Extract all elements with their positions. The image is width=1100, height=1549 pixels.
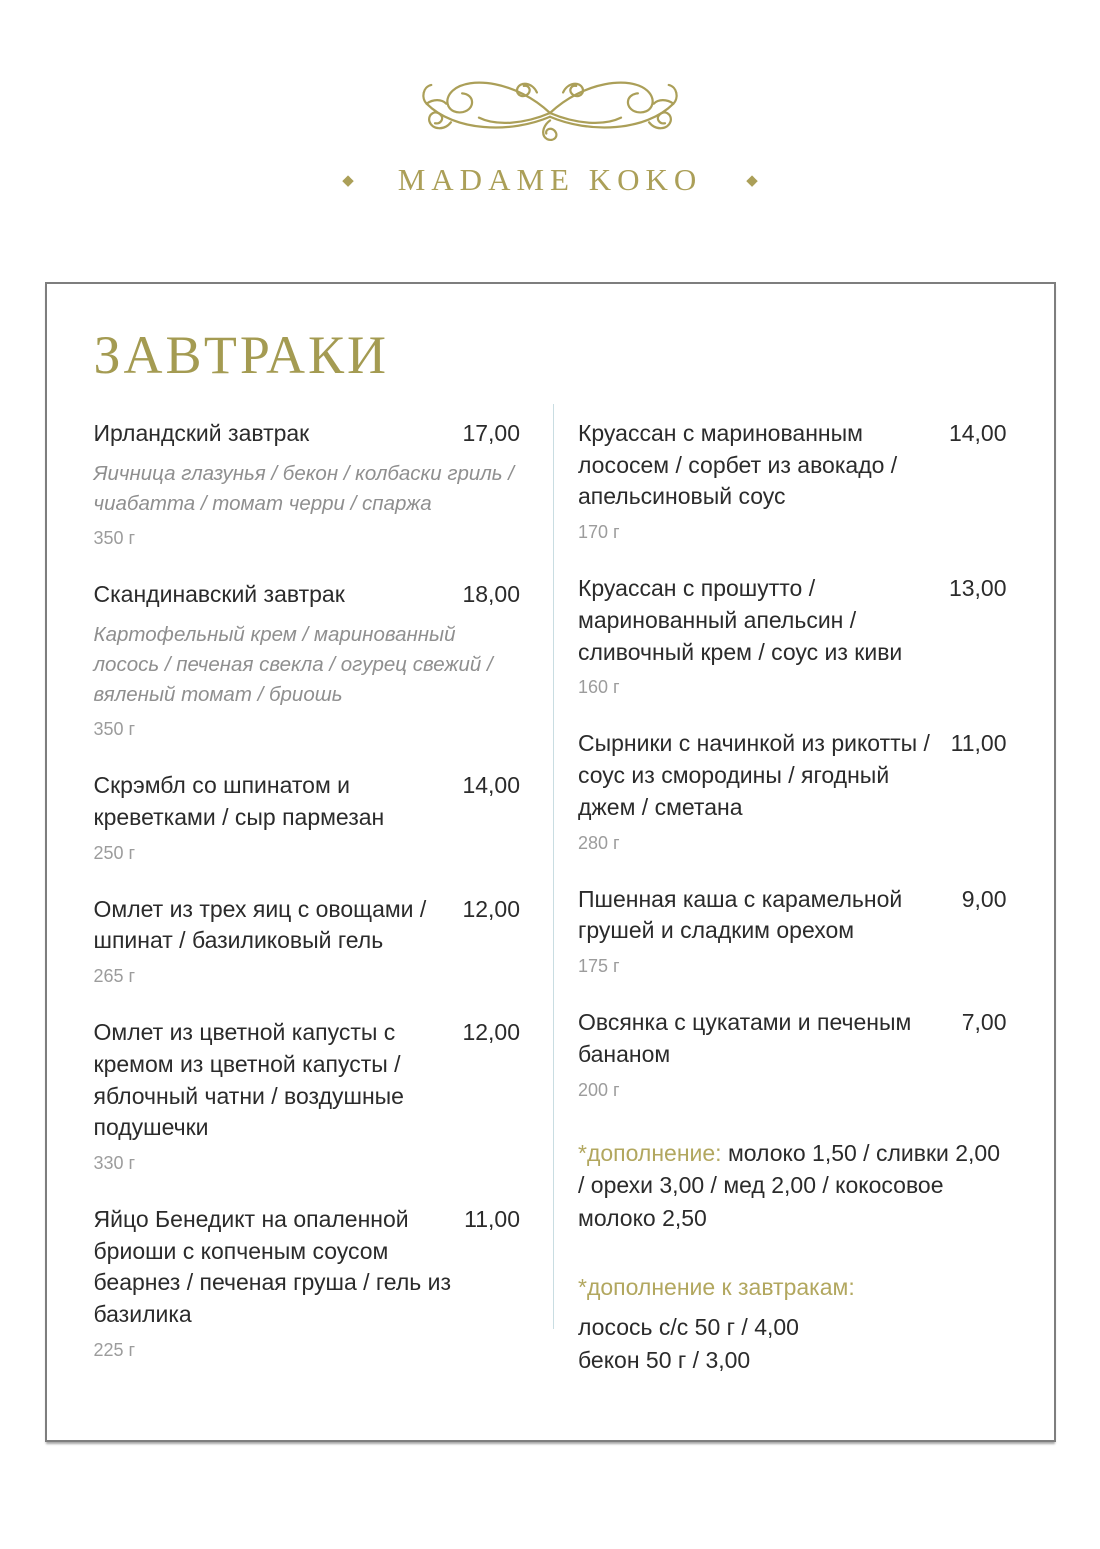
brand-name: MADAME KOKO [397, 162, 703, 197]
menu-card [45, 282, 1056, 1442]
menu-item-name: Яйцо Бенедикт на опаленной бриоши с копченым соусом беарнез / печеная груша / гель из базилика [93, 1205, 452, 1328]
menu-item-head [578, 884, 1007, 947]
menu-item-name: Омлет из цветной капусты с кремом из цветной капусты / яблочный чатни / воздушные подушечки [93, 1019, 404, 1141]
menu-note [578, 1271, 1007, 1377]
menu-item-weight: 160 г [578, 677, 620, 698]
menu-item-weight: 330 г [93, 1152, 136, 1173]
menu-note-label: *дополнение: [578, 1139, 722, 1166]
menu-item-name: Овсянка с цукатами и печеным бананом [578, 1009, 912, 1067]
menu-item [94, 894, 521, 987]
menu-item-name: Круассан с прошутто / маринованный апельсин / сливочный крем / соус из киви [578, 575, 903, 665]
menu-item-head [578, 1007, 1007, 1070]
menu-item-price: 13,00 [948, 575, 1007, 602]
menu-item-name: Омлет из трех яиц с овощами / шпинат / базиликовый гель [93, 895, 427, 954]
menu-item-head [94, 1204, 521, 1331]
menu-item-price: 9,00 [961, 885, 1007, 912]
brand-line [0, 162, 1100, 198]
menu-item-price: 11,00 [950, 730, 1007, 757]
menu-item-price: 17,00 [462, 420, 520, 446]
menu-item [578, 884, 1007, 977]
menu-item-weight: 265 г [93, 966, 136, 987]
menu-item-head [578, 728, 1007, 823]
menu-item-weight: 280 г [578, 832, 620, 853]
diamond-icon: ◆ [746, 172, 758, 189]
menu-item-name: Скандинавский завтрак [93, 580, 345, 607]
diamond-icon: ◆ [342, 172, 354, 189]
menu-item [578, 573, 1007, 698]
menu-item-weight: 225 г [93, 1339, 136, 1360]
section-title: ЗАВТРАКИ [93, 325, 389, 385]
menu-item-head [94, 579, 521, 611]
menu-item-price: 11,00 [464, 1205, 520, 1232]
menu-item-weight: 170 г [578, 522, 620, 543]
menu-item-description: Яичница глазунья / бекон / колбаски гриль / чиабатта / томат черри / спаржа [93, 461, 514, 515]
menu-item-head [578, 418, 1007, 513]
menu-item-name: Сырники с начинкой из рикотты / соус из смородины / ягодный джем / сметана [578, 730, 930, 820]
menu-item-head [578, 573, 1007, 668]
menu-item-price: 7,00 [961, 1009, 1007, 1036]
menu-item-head [94, 894, 521, 957]
menu-item [94, 579, 521, 740]
menu-item-weight: 200 г [578, 1079, 620, 1100]
menu-item-price: 12,00 [462, 1019, 520, 1046]
menu-columns [94, 418, 1007, 1391]
menu-item [578, 418, 1007, 543]
menu-item-name: Пшенная каша с карамельной грушей и сладким орехом [578, 885, 903, 944]
menu-item-price: 12,00 [462, 895, 520, 922]
menu-item-weight: 350 г [93, 719, 136, 740]
menu-note-text: молоко 1,50 / сливки 2,00 / орехи 3,00 / мед 2,00 / кокосовое молоко 2,50 [578, 1139, 1001, 1231]
menu-item [94, 1204, 521, 1361]
menu-item-name: Круассан с маринованным лососем / сорбет из авокадо / апельсиновый соус [578, 420, 898, 510]
menu-column-left [94, 418, 521, 1391]
menu-column-right [578, 418, 1007, 1391]
menu-note [578, 1137, 1007, 1235]
menu-note-line: лосось с/с 50 г / 4,00 [578, 1314, 799, 1341]
menu-item-price: 14,00 [462, 772, 520, 799]
menu-item-name: Скрэмбл со шпинатом и креветками / сыр пармезан [93, 772, 385, 830]
menu-item-head [94, 1017, 521, 1144]
menu-item [578, 728, 1007, 853]
menu-item-weight: 350 г [93, 527, 136, 548]
menu-item-head [94, 770, 521, 833]
menu-item-name: Ирландский завтрак [93, 420, 310, 446]
menu-item [94, 1017, 521, 1174]
menu-note-line: бекон 50 г / 3,00 [578, 1346, 751, 1373]
menu-header [0, 0, 1100, 198]
menu-item [94, 418, 521, 549]
menu-item-description: Картофельный крем / маринованный лосось / печеная свекла / огурец свежий / вяленый томат / бриошь [93, 622, 493, 706]
menu-item-head [94, 418, 521, 450]
column-divider [553, 404, 554, 1329]
menu-item-weight: 250 г [93, 842, 136, 863]
menu-item [94, 770, 521, 863]
menu-item-weight: 175 г [578, 956, 620, 977]
menu-note-label: *дополнение к завтракам: [578, 1273, 855, 1300]
menu-item-price: 18,00 [462, 580, 520, 607]
menu-item-price: 14,00 [948, 420, 1007, 446]
menu-item [578, 1007, 1007, 1100]
flourish-ornament [395, 70, 705, 156]
